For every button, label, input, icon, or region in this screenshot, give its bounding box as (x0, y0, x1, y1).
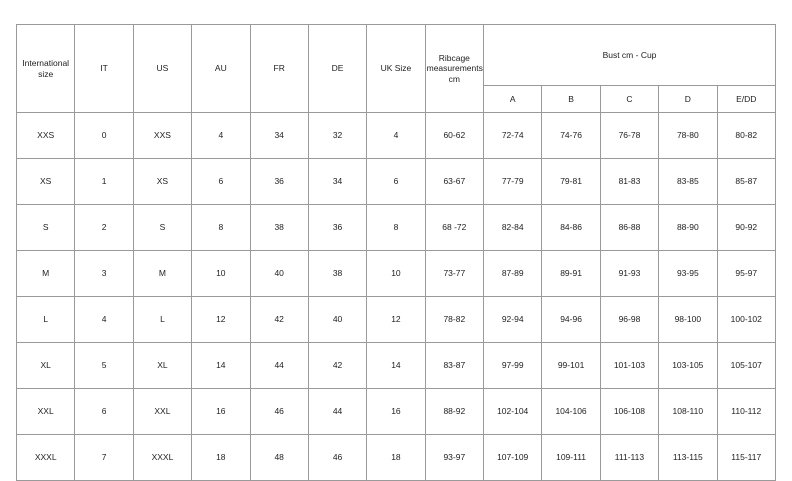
cell-cup-b: 84-86 (542, 205, 600, 251)
cell-uk: 12 (367, 297, 425, 343)
cell-cup-b: 99-101 (542, 343, 600, 389)
cell-international-size: XL (17, 343, 75, 389)
header-row-main (17, 25, 776, 86)
cell-it: 0 (75, 113, 133, 159)
table-header (17, 25, 776, 113)
cell-us: L (133, 297, 191, 343)
cell-cup-edd: 85-87 (717, 159, 776, 205)
header-cup-b: B (542, 86, 600, 113)
cell-cup-edd: 95-97 (717, 251, 776, 297)
cell-de: 38 (308, 251, 366, 297)
cell-cup-a: 102-104 (484, 389, 542, 435)
cell-fr: 38 (250, 205, 308, 251)
header-au: AU (192, 25, 250, 113)
cell-au: 10 (192, 251, 250, 297)
cell-uk: 10 (367, 251, 425, 297)
cell-cup-edd: 115-117 (717, 435, 776, 481)
table-row (17, 343, 776, 389)
cell-international-size: M (17, 251, 75, 297)
cell-ribcage: 78-82 (425, 297, 483, 343)
cell-cup-d: 78-80 (659, 113, 717, 159)
cell-cup-c: 111-113 (600, 435, 658, 481)
cell-uk: 4 (367, 113, 425, 159)
cell-de: 42 (308, 343, 366, 389)
cell-cup-b: 74-76 (542, 113, 600, 159)
cell-cup-c: 91-93 (600, 251, 658, 297)
header-ribcage-measurements: Ribcage measurements cm (425, 25, 483, 113)
cell-cup-d: 108-110 (659, 389, 717, 435)
header-cup-edd: E/DD (717, 86, 776, 113)
cell-cup-a: 87-89 (484, 251, 542, 297)
header-bust-cup-group: Bust cm - Cup (484, 25, 776, 86)
cell-it: 6 (75, 389, 133, 435)
cell-cup-d: 83-85 (659, 159, 717, 205)
table-row (17, 205, 776, 251)
cell-ribcage: 63-67 (425, 159, 483, 205)
cell-cup-c: 86-88 (600, 205, 658, 251)
cell-cup-b: 89-91 (542, 251, 600, 297)
cell-it: 5 (75, 343, 133, 389)
cell-cup-b: 94-96 (542, 297, 600, 343)
cell-uk: 16 (367, 389, 425, 435)
cell-ribcage: 60-62 (425, 113, 483, 159)
cell-ribcage: 68 -72 (425, 205, 483, 251)
table-body (17, 113, 776, 481)
table-row (17, 251, 776, 297)
cell-de: 46 (308, 435, 366, 481)
cell-de: 44 (308, 389, 366, 435)
cell-international-size: L (17, 297, 75, 343)
cell-fr: 44 (250, 343, 308, 389)
cell-cup-c: 76-78 (600, 113, 658, 159)
cell-us: XS (133, 159, 191, 205)
table-row (17, 435, 776, 481)
cell-cup-b: 109-111 (542, 435, 600, 481)
cell-fr: 36 (250, 159, 308, 205)
cell-international-size: XXS (17, 113, 75, 159)
cell-uk: 8 (367, 205, 425, 251)
cell-it: 7 (75, 435, 133, 481)
cell-cup-a: 107-109 (484, 435, 542, 481)
header-uk-size: UK Size (367, 25, 425, 113)
cell-us: S (133, 205, 191, 251)
cell-us: XL (133, 343, 191, 389)
cell-au: 14 (192, 343, 250, 389)
cell-de: 36 (308, 205, 366, 251)
cell-it: 3 (75, 251, 133, 297)
cell-uk: 14 (367, 343, 425, 389)
cell-cup-a: 77-79 (484, 159, 542, 205)
cell-ribcage: 73-77 (425, 251, 483, 297)
cell-cup-b: 104-106 (542, 389, 600, 435)
cell-international-size: S (17, 205, 75, 251)
cell-cup-d: 88-90 (659, 205, 717, 251)
cell-cup-edd: 90-92 (717, 205, 776, 251)
cell-cup-d: 93-95 (659, 251, 717, 297)
cell-fr: 48 (250, 435, 308, 481)
table-row (17, 389, 776, 435)
cell-cup-a: 72-74 (484, 113, 542, 159)
header-international-size: International size (17, 25, 75, 113)
cell-it: 2 (75, 205, 133, 251)
cell-uk: 6 (367, 159, 425, 205)
cell-cup-a: 82-84 (484, 205, 542, 251)
cell-international-size: XS (17, 159, 75, 205)
cell-cup-c: 106-108 (600, 389, 658, 435)
table-row (17, 113, 776, 159)
cell-fr: 46 (250, 389, 308, 435)
table-row (17, 159, 776, 205)
cell-uk: 18 (367, 435, 425, 481)
header-fr: FR (250, 25, 308, 113)
cell-us: XXXL (133, 435, 191, 481)
cell-au: 8 (192, 205, 250, 251)
cell-cup-b: 79-81 (542, 159, 600, 205)
cell-au: 4 (192, 113, 250, 159)
cell-international-size: XXXL (17, 435, 75, 481)
cell-fr: 34 (250, 113, 308, 159)
cell-au: 18 (192, 435, 250, 481)
header-cup-d: D (659, 86, 717, 113)
size-chart-table (16, 24, 776, 481)
cell-it: 4 (75, 297, 133, 343)
cell-cup-c: 96-98 (600, 297, 658, 343)
cell-cup-a: 92-94 (484, 297, 542, 343)
cell-au: 6 (192, 159, 250, 205)
cell-au: 12 (192, 297, 250, 343)
cell-fr: 42 (250, 297, 308, 343)
cell-cup-edd: 100-102 (717, 297, 776, 343)
cell-cup-edd: 110-112 (717, 389, 776, 435)
header-it: IT (75, 25, 133, 113)
cell-de: 40 (308, 297, 366, 343)
cell-cup-edd: 80-82 (717, 113, 776, 159)
table-row (17, 297, 776, 343)
cell-us: XXS (133, 113, 191, 159)
cell-ribcage: 88-92 (425, 389, 483, 435)
header-de: DE (308, 25, 366, 113)
cell-au: 16 (192, 389, 250, 435)
header-cup-c: C (600, 86, 658, 113)
cell-cup-a: 97-99 (484, 343, 542, 389)
cell-ribcage: 83-87 (425, 343, 483, 389)
cell-de: 32 (308, 113, 366, 159)
cell-us: M (133, 251, 191, 297)
cell-de: 34 (308, 159, 366, 205)
cell-it: 1 (75, 159, 133, 205)
cell-ribcage: 93-97 (425, 435, 483, 481)
header-cup-a: A (484, 86, 542, 113)
header-us: US (133, 25, 191, 113)
cell-cup-edd: 105-107 (717, 343, 776, 389)
cell-fr: 40 (250, 251, 308, 297)
cell-cup-c: 81-83 (600, 159, 658, 205)
cell-cup-d: 113-115 (659, 435, 717, 481)
cell-us: XXL (133, 389, 191, 435)
cell-cup-d: 98-100 (659, 297, 717, 343)
cell-cup-d: 103-105 (659, 343, 717, 389)
cell-cup-c: 101-103 (600, 343, 658, 389)
cell-international-size: XXL (17, 389, 75, 435)
